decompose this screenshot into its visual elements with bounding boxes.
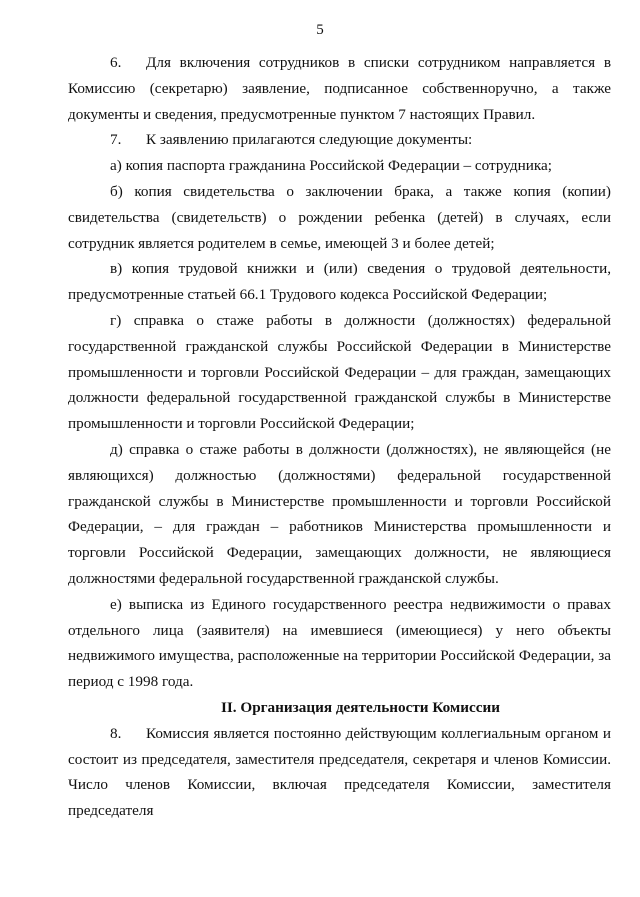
paragraph-7 bbox=[68, 127, 611, 153]
paragraph-6 bbox=[68, 50, 611, 127]
paragraph-7-number: 7. bbox=[110, 131, 122, 149]
list-item-b: б) копия свидетельства о заключении брака, а также копия (копии) свидетельства (свидетельств) о рождении ребенка (детей) в случаях, если сотрудник является родителем в семье, имеющей 3 и более детей; bbox=[68, 182, 611, 252]
paragraph-7-text: К заявлению прилагаются следующие документы: bbox=[146, 131, 473, 149]
list-item-g: г) справка о стаже работы в должности (должностях) федеральной государственной гражданской службы Российской Федерации в Министерстве промышленности и торговли Российской Федерации – для граждан, замещающих должности федеральной государственной гражданской службы в Министерстве промышленности и торговли Российской Федерации; bbox=[68, 311, 611, 433]
paragraph-8-text: Комиссия является постоянно действующим коллегиальным органом и состоит из председателя, заместителя председателя, секретаря и членов Комиссии. Число членов Комиссии, включая председателя Комиссии, заместителя председателя bbox=[68, 724, 611, 820]
page-number: 5 bbox=[316, 22, 324, 38]
paragraph-8 bbox=[68, 721, 611, 824]
paragraph-8-number: 8. bbox=[110, 724, 122, 742]
list-item-v: в) копия трудовой книжки и (или) сведения о трудовой деятельности, предусмотренные статьей 66.1 Трудового кодекса Российской Федерации; bbox=[68, 260, 611, 304]
section-heading: II. Организация деятельности Комиссии bbox=[220, 698, 500, 716]
paragraph-6-text: Для включения сотрудников в списки сотрудником направляется в Комиссию (секретарю) заявление, подписанное собственноручно, а также документы и сведения, предусмотренные пунктом 7 настоящих Правил. bbox=[68, 54, 611, 123]
paragraph-6-number: 6. bbox=[110, 54, 122, 71]
list-item-d: д) справка о стаже работы в должности (должностях), не являющейся (не являющихся) должностью (должностями) федеральной государственной гражданской службы в Министерстве промышленности и торговли Российской Федерации, – для граждан – работников Министерства промышленности и торговли Российской Федерации, замещающих должности, не являющиеся должностями федеральной государственной гражданской службы. bbox=[68, 440, 611, 587]
list-item-a: а) копия паспорта гражданина Российской Федерации – сотрудника; bbox=[110, 157, 552, 175]
document-body bbox=[68, 50, 611, 824]
list-item-e: е) выписка из Единого государственного реестра недвижимости о правах отдельного лица (заявителя) на имевшиеся (имеющиеся) у него объекты недвижимого имущества, расположенные на территории Российской Федерации, за период с 1998 года. bbox=[68, 595, 611, 691]
